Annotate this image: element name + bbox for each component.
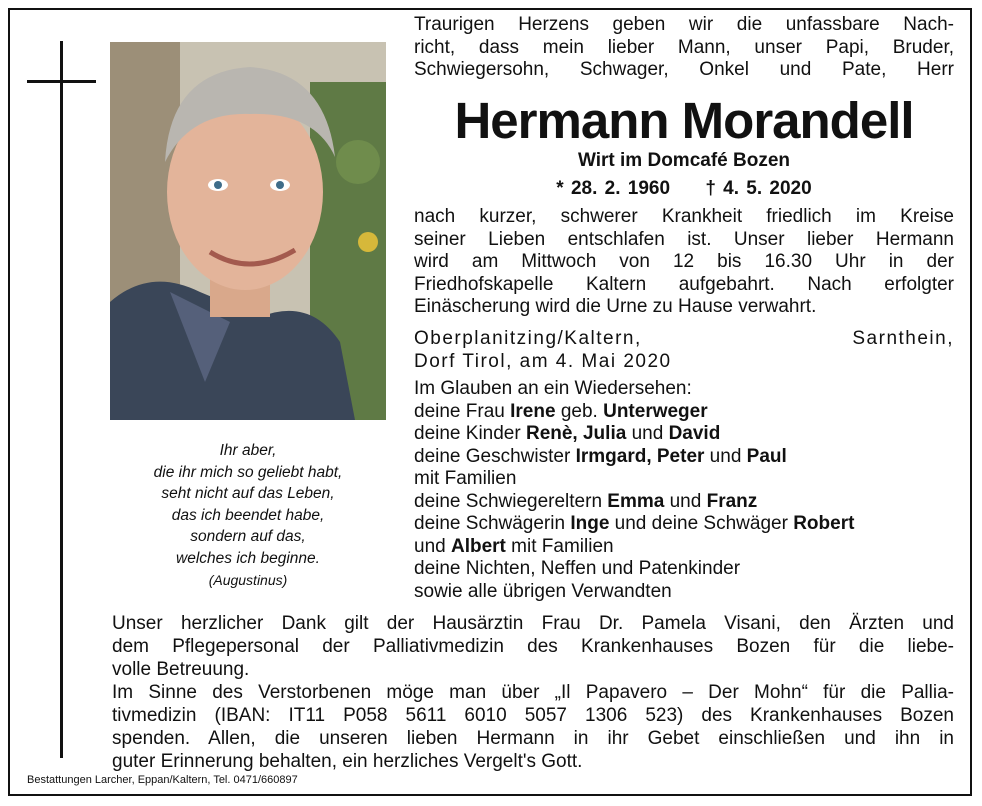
quote-line: sondern auf das, bbox=[190, 528, 306, 545]
family-name: Renè, Julia bbox=[525, 423, 627, 444]
thanks-line: guter Erinnerung behalten, ein herzliches Vergelt's Gott. bbox=[112, 751, 583, 772]
quote-line: das ich beendet habe, bbox=[171, 506, 325, 524]
relation: deine Kinder bbox=[414, 423, 526, 444]
quote bbox=[110, 440, 386, 569]
intro-line: Traurigen Herzens geben wir die unfassbare Nach- bbox=[414, 14, 954, 35]
relation: und bbox=[704, 445, 747, 467]
body-line: Friedhofskapelle Kaltern aufgebahrt. Nach erfolgter bbox=[414, 273, 954, 295]
cross-icon bbox=[60, 41, 63, 758]
relation: und bbox=[626, 423, 669, 444]
family-name: Paul bbox=[746, 445, 787, 467]
family-name: Emma bbox=[607, 490, 665, 512]
life-dates bbox=[414, 178, 954, 200]
family-line: deine Nichten, Neffen und Patenkinder bbox=[414, 558, 741, 579]
quote-source: (Augustinus) bbox=[208, 572, 288, 588]
family-name: David bbox=[668, 423, 721, 444]
relation: und deine Schwäger bbox=[609, 513, 794, 534]
place-line: Dorf Tirol, am 4. Mai 2020 bbox=[414, 350, 672, 372]
family-name: Franz bbox=[706, 490, 758, 512]
thanks-line: volle Betreuung. bbox=[112, 659, 250, 680]
announcement-text bbox=[414, 206, 954, 319]
family-line bbox=[414, 536, 954, 559]
relation: geb. bbox=[555, 400, 604, 422]
intro-text bbox=[414, 14, 954, 82]
quote-line: welches ich beginne. bbox=[176, 549, 320, 567]
place-line: Oberplanitzing/Kaltern, Sarnthein, bbox=[414, 328, 954, 349]
relation: deine Frau bbox=[414, 400, 511, 422]
relation: und bbox=[664, 490, 707, 512]
relation: deine Schwiegereltern bbox=[414, 490, 608, 512]
family-name: Albert bbox=[450, 535, 506, 557]
quote-line: die ihr mich so geliebt habt, bbox=[153, 463, 343, 481]
family-line: Im Glauben an ein Wiedersehen: bbox=[414, 378, 692, 399]
body-line: nach kurzer, schwerer Krankheit friedlich im Kreise bbox=[414, 206, 954, 227]
family-line: mit Familien bbox=[414, 468, 517, 489]
quote-line: Ihr aber, bbox=[219, 442, 277, 459]
thanks-line: Im Sinne des Verstorbenen möge man über „Il Papavero – Der Mohn“ für die Pallia- bbox=[112, 682, 954, 703]
family-line: sowie alle übrigen Verwandten bbox=[414, 580, 672, 602]
relation: deine Schwägerin bbox=[414, 513, 571, 534]
family-name: Irmgard, Peter bbox=[575, 445, 705, 467]
portrait-photo bbox=[110, 42, 386, 420]
body-line: seiner Lieben entschlafen ist. Unser lieber Hermann bbox=[414, 228, 954, 250]
family-line bbox=[414, 513, 954, 536]
family-line bbox=[414, 491, 954, 514]
cross-icon-bar bbox=[27, 80, 96, 83]
thanks-line: spenden. Allen, die unseren lieben Hermann in ihr Gebet einschließen und ihn in bbox=[112, 728, 954, 749]
quote-line: seht nicht auf das Leben, bbox=[161, 485, 335, 502]
family-line bbox=[414, 446, 954, 469]
family-name: Unterweger bbox=[603, 400, 708, 422]
family-list bbox=[414, 378, 954, 603]
deceased-name: Hermann Morandell bbox=[454, 92, 914, 149]
occupation: Wirt im Domcafé Bozen bbox=[577, 150, 791, 171]
relation: deine Geschwister bbox=[414, 445, 576, 467]
relation: und bbox=[414, 535, 451, 557]
intro-line: richt, dass mein lieber Mann, unser Papi, Bruder, bbox=[414, 36, 954, 58]
relation: mit Familien bbox=[505, 535, 614, 557]
place-date bbox=[414, 328, 954, 373]
body-line: wird am Mittwoch von 12 bis 16.30 Uhr in der bbox=[414, 251, 954, 272]
thanks-line: tivmedizin (IBAN: IT11 P058 5611 6010 5057 1306 523) des Krankenhauses Bozen bbox=[112, 705, 954, 726]
thanks-text bbox=[112, 612, 954, 773]
family-line bbox=[414, 423, 954, 446]
intro-line: Schwiegersohn, Schwager, Onkel und Pate, Herr bbox=[414, 59, 954, 80]
family-name: Irene bbox=[510, 400, 556, 422]
funeral-home-credit: Bestattungen Larcher, Eppan/Kaltern, Tel. 0471/660897 bbox=[27, 774, 298, 786]
family-line bbox=[414, 401, 954, 424]
death-date: † 4. 5. 2020 bbox=[705, 178, 812, 199]
thanks-line: dem Pflegepersonal der Palliativmedizin des Krankenhauses Bozen für die liebe- bbox=[112, 636, 954, 657]
family-name: Inge bbox=[570, 513, 610, 534]
thanks-line: Unser herzlicher Dank gilt der Hausärztin Frau Dr. Pamela Visani, den Ärzten und bbox=[112, 613, 954, 634]
birth-date: * 28. 2. 1960 bbox=[556, 178, 671, 199]
family-name: Robert bbox=[793, 513, 855, 534]
body-line: Einäscherung wird die Urne zu Hause verwahrt. bbox=[414, 296, 817, 317]
